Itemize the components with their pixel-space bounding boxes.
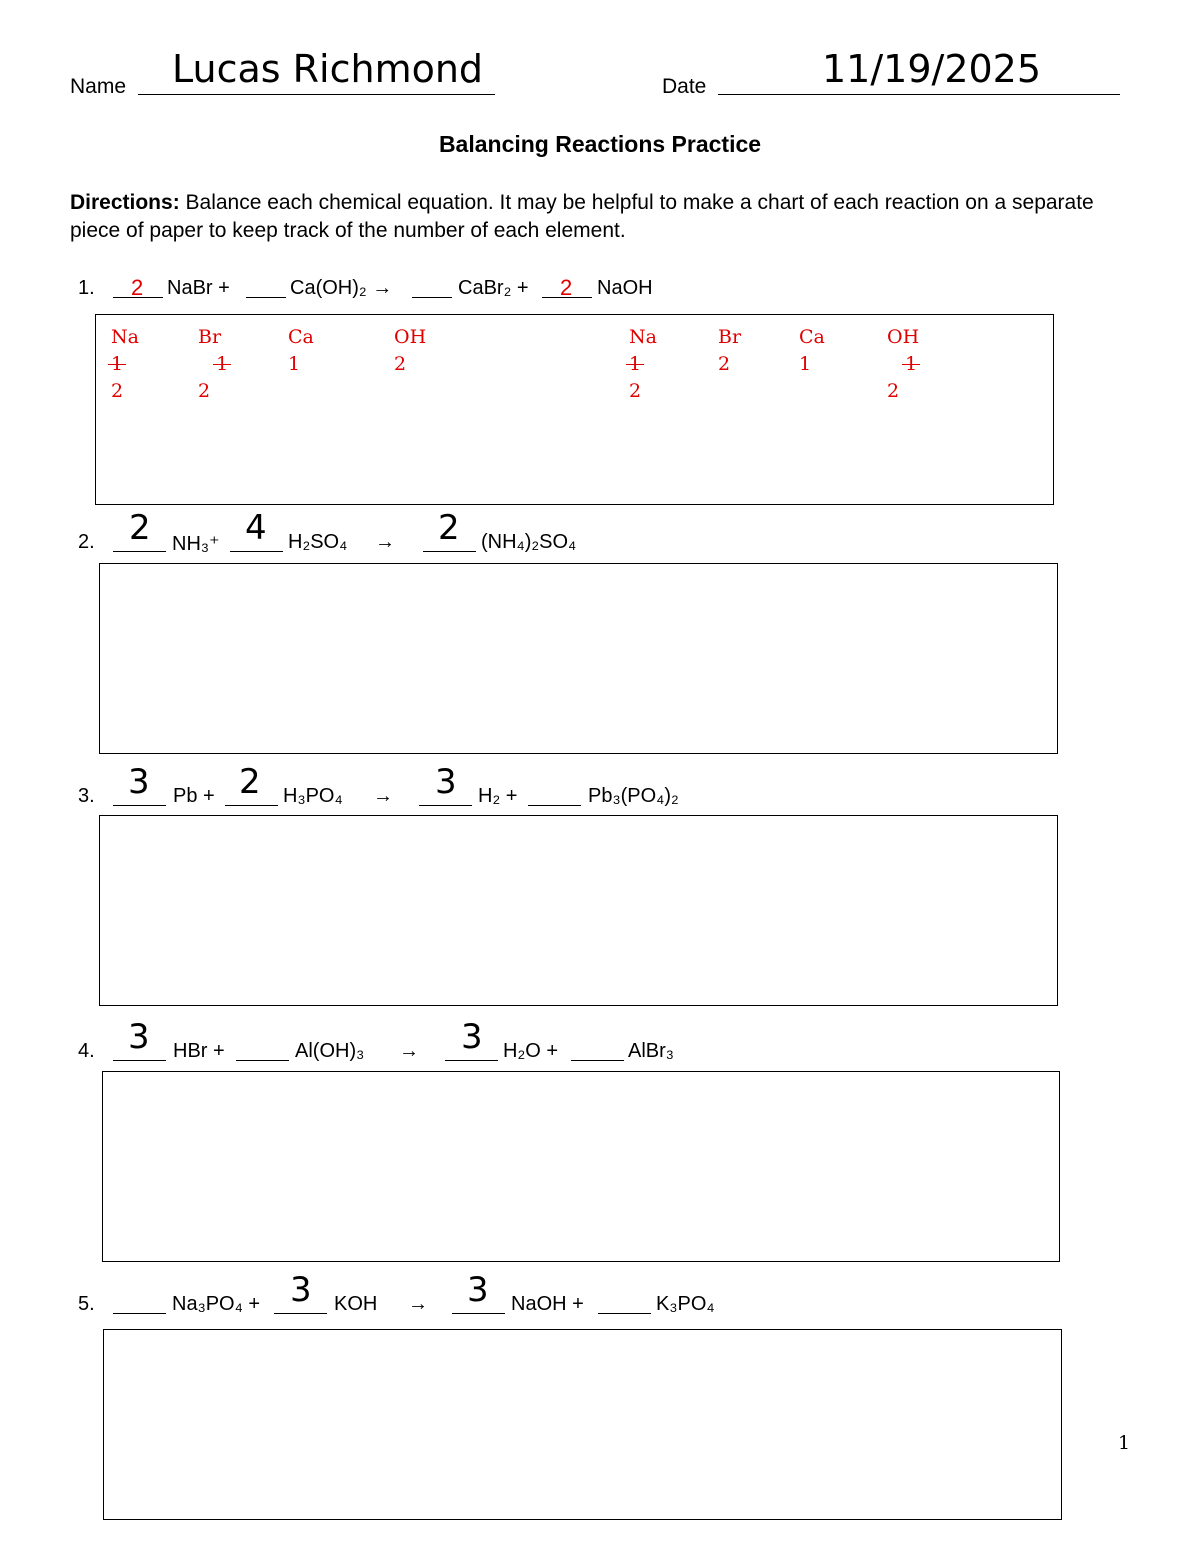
chart-header: Na [629,326,657,348]
work-box-3[interactable] [99,815,1058,1006]
name-line [138,94,495,95]
atom-chart-reactants [111,324,511,405]
atom-chart-products [629,324,1029,405]
work-box-5[interactable] [103,1329,1062,1520]
chart-count-crossed: 1 [629,353,642,375]
chart-count: 2 [887,380,900,402]
formula: Na₃PO₄ + [172,1293,261,1315]
formula: NaOH [597,277,653,299]
coefficient-blank[interactable] [528,785,581,806]
date-label: Date [662,75,707,98]
problem-number: 4. [78,1040,95,1062]
problem-3-equation [78,762,778,815]
work-box-1[interactable] [95,314,1054,505]
formula: KOH [334,1293,378,1315]
formula: Ca(OH)₂ → [290,277,393,299]
coefficient: 3 [128,1017,150,1057]
reaction-arrow: → [373,785,393,807]
chart-count: 1 [288,353,301,375]
directions-label: Directions: [70,191,180,214]
date-value[interactable]: 11/19/2025 [822,47,1042,91]
coefficient-blank[interactable] [598,1293,651,1314]
chart-count: 2 [198,380,211,402]
problem-4-equation [78,1017,778,1070]
formula: Al(OH)₃ [295,1040,365,1062]
chart-count-crossed: 1 [905,353,918,375]
coefficient-blank[interactable] [246,277,286,298]
chart-count: 2 [111,380,124,402]
chart-count-crossed: 1 [111,353,124,375]
chart-header: Ca [288,326,314,348]
formula: NaBr + [167,277,230,299]
chart-header: OH [394,326,427,348]
coefficient-blank[interactable] [412,277,452,298]
problem-2-equation [78,508,778,561]
directions-text: Balance each chemical equation. It may be helpful to make a chart of each reaction on a separate piece of paper to keep track of the number of each element. [70,191,1094,242]
formula: NH₃⁺ [172,533,220,555]
formula: NaOH + [511,1293,584,1315]
coefficient: 2 [438,508,460,548]
date-line [718,94,1120,95]
chart-header: Br [718,326,742,348]
work-box-2[interactable] [99,563,1058,754]
problem-number: 3. [78,785,95,807]
coefficient: 4 [245,508,267,548]
reaction-arrow: → [399,1040,419,1062]
formula: K₃PO₄ [656,1293,715,1315]
formula: HBr + [173,1040,225,1062]
chart-count: 1 [799,353,812,375]
reaction-arrow: → [408,1293,428,1315]
work-box-4[interactable] [102,1071,1060,1262]
formula: AlBr₃ [628,1040,674,1062]
coefficient-blank[interactable] [113,1293,166,1314]
coefficient: 3 [128,762,150,802]
problem-number: 5. [78,1293,95,1315]
formula: Pb + [173,785,215,807]
formula: H₃PO₄ [283,785,343,807]
name-value[interactable]: Lucas Richmond [172,47,484,91]
coefficient: 3 [290,1270,312,1310]
chart-header: Ca [799,326,825,348]
coefficient: 3 [461,1017,483,1057]
problem-number: 2. [78,531,95,553]
problem-number: 1. [78,277,95,299]
problem-1-equation [78,277,778,307]
reaction-arrow: → [375,531,395,553]
formula: H₂ + [478,785,518,807]
page-number: 1 [1118,1432,1131,1454]
coefficient-blank[interactable] [236,1040,289,1061]
chart-count: 2 [718,353,731,375]
chart-header: OH [887,326,920,348]
coefficient: 2 [129,508,151,548]
coefficient: 2 [560,275,573,300]
chart-count: 2 [394,353,407,375]
formula: H₂SO₄ [288,531,348,553]
formula: H₂O + [503,1040,558,1062]
coefficient: 3 [435,762,457,802]
coefficient: 3 [467,1270,489,1310]
coefficient: 2 [239,762,261,802]
chart-header: Na [111,326,139,348]
problem-5-equation [78,1270,778,1323]
name-label: Name [70,75,127,98]
directions [70,189,1130,245]
coefficient-blank[interactable] [571,1040,624,1061]
chart-count-crossed: 1 [216,353,229,375]
chart-count: 2 [629,380,642,402]
chart-header: Br [198,326,222,348]
formula: Pb₃(PO₄)₂ [588,785,679,807]
formula: (NH₄)₂SO₄ [481,531,577,553]
formula: CaBr₂ + [458,277,529,299]
coefficient: 2 [131,275,144,300]
page-title: Balancing Reactions Practice [438,131,762,157]
